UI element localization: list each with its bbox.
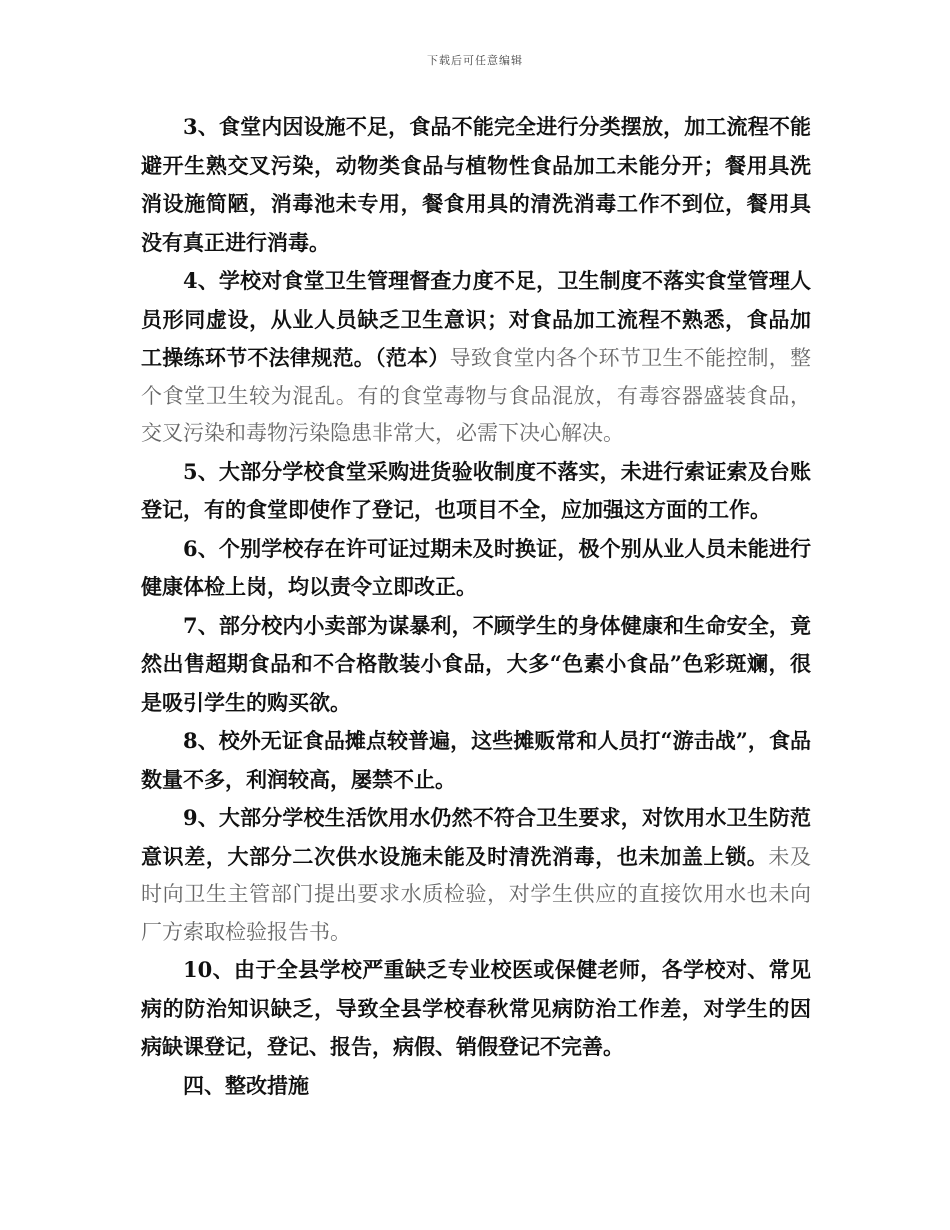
section-heading-text: 四、整改措施 — [183, 1072, 309, 1098]
paragraph-text-light: 未及时向卫生主管部门提出要求水质检验，对学生供应的直接饮用水也未向厂方索取检验报告书。 — [141, 844, 812, 944]
paragraph-item-10 — [141, 951, 811, 1067]
paragraph-text: 10、由于全县学校严重缺乏专业校医或保健老师，各学校对、常见病的防治知识缺乏，导致全县学校春秋常见病防治工作差，对学生的因病缺课登记，登记、报告，病假、销假登记不完善。 — [141, 957, 811, 1059]
paragraph-text: 3、食堂内因设施不足，食品不能完全进行分类摆放，加工流程不能避开生熟交叉污染，动物类食品与植物性食品加工未能分开；餐用具洗消设施简陋，消毒池未专用，餐食用具的清洗消毒工作不到位，餐用具没有真正进行消毒。 — [141, 114, 811, 255]
document-body — [141, 108, 811, 1105]
paragraph-item-7 — [141, 607, 811, 723]
section-heading-rectification — [141, 1067, 811, 1106]
paragraph-item-9 — [141, 799, 811, 951]
paragraph-text: 8、校外无证食品摊点较普遍，这些摊贩常和人员打“游击战”，食品数量不多，利润较高，屡禁不止。 — [141, 728, 811, 792]
paragraph-item-3 — [141, 108, 811, 262]
page-header-note: 下载后可任意编辑 — [427, 54, 523, 67]
paragraph-text-light: 导致食堂内各个环节卫生不能控制，整个食堂卫生较为混乱。有的食堂毒物与食品混放，有毒容器盛装食品，交叉污染和毒物污染隐患非常大，必需下决心解决。 — [141, 346, 812, 445]
paragraph-text: 4、学校对食堂卫生管理督查力度不足，卫生制度不落实食堂管理人员形同虚设，从业人员缺乏卫生意识；对食品加工流程不熟悉，食品加工操练环节不法律规范。（范本） — [141, 268, 811, 370]
paragraph-text: 9、大部分学校生活饮用水仍然不符合卫生要求，对饮用水卫生防范意识差，大部分二次供水设施未能及时清洗消毒，也未加盖上锁。 — [141, 805, 811, 869]
paragraph-text: 7、部分校内小卖部为谋暴利，不顾学生的身体健康和生命安全，竟然出售超期食品和不合格散装小食品，大多“色素小食品”色彩斑斓，很是吸引学生的购买欲。 — [141, 612, 811, 715]
paragraph-item-4 — [141, 262, 811, 453]
paragraph-text: 5、大部分学校食堂采购进货验收制度不落实，未进行索证索及台账登记，有的食堂即使作了登记，也项目不全，应加强这方面的工作。 — [141, 458, 811, 522]
paragraph-item-6 — [141, 530, 811, 607]
paragraph-item-5 — [141, 453, 811, 530]
paragraph-text: 6、个别学校存在许可证过期未及时换证，极个别从业人员未能进行健康体检上岗，均以责令立即改正。 — [141, 535, 811, 599]
paragraph-item-8 — [141, 722, 811, 799]
